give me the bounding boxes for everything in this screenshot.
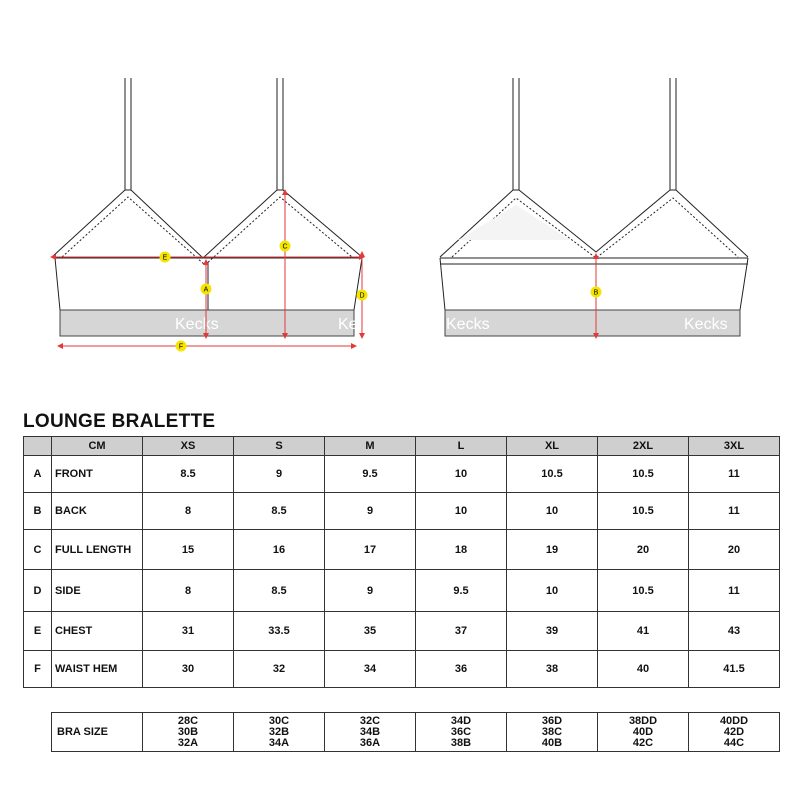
bra-size-value: 30B — [177, 725, 199, 738]
table-cell: 40 — [598, 651, 689, 688]
table-cell: 15 — [143, 530, 234, 570]
bra-size-value: 34A — [268, 736, 290, 749]
table-cell: 8 — [143, 493, 234, 530]
table-cell: 18 — [416, 530, 507, 570]
table-cell: 30 — [143, 651, 234, 688]
row-letter: B — [24, 493, 52, 530]
size-header-row — [24, 437, 780, 456]
table-cell: 32 — [234, 651, 325, 688]
row-measurement-name: BACK — [52, 493, 143, 530]
table-cell: 10.5 — [598, 570, 689, 612]
bra-size-value: 44C — [723, 736, 745, 749]
bra-size-value: 42C — [632, 736, 654, 749]
table-cell: 9 — [325, 493, 416, 530]
header-size: L — [416, 437, 507, 456]
table-cell: 11 — [689, 493, 780, 530]
header-size: 3XL — [689, 437, 780, 456]
size-chart-table — [23, 436, 780, 688]
table-cell: 41 — [598, 612, 689, 651]
table-row — [24, 651, 780, 688]
front-band-logo-2: Kecks — [338, 316, 382, 333]
table-cell: 10 — [507, 570, 598, 612]
table-cell: 10.5 — [598, 456, 689, 493]
bra-size-value: 28C — [177, 714, 199, 727]
header-size: XS — [143, 437, 234, 456]
table-cell: 9.5 — [416, 570, 507, 612]
table-cell: 33.5 — [234, 612, 325, 651]
bra-size-label: BRA SIZE — [52, 713, 143, 752]
bra-size-value: 32A — [177, 736, 199, 749]
table-cell: 41.5 — [689, 651, 780, 688]
bra-size-value: 34D — [450, 714, 472, 727]
table-row — [24, 530, 780, 570]
bra-size-value: 36A — [359, 736, 381, 749]
table-cell: 11 — [689, 570, 780, 612]
bra-size-value: 38C — [541, 725, 563, 738]
table-cell: 19 — [507, 530, 598, 570]
header-size: XL — [507, 437, 598, 456]
table-cell: 35 — [325, 612, 416, 651]
back-body — [440, 258, 748, 310]
bra-size-cell — [234, 713, 325, 752]
table-row — [24, 493, 780, 530]
back-right-strap — [670, 78, 676, 190]
bra-size-value: 32C — [359, 714, 381, 727]
bra-size-cell — [689, 713, 780, 752]
table-cell: 43 — [689, 612, 780, 651]
bra-size-value: 40DD — [719, 714, 749, 727]
table-cell: 10 — [507, 493, 598, 530]
table-row — [24, 570, 780, 612]
back-cups-fill — [458, 205, 570, 240]
front-left-strap — [125, 78, 131, 190]
svg-text:D: D — [359, 292, 365, 300]
header-unit: CM — [52, 437, 143, 456]
bra-size-value: 40B — [541, 736, 563, 749]
table-cell: 8 — [143, 570, 234, 612]
row-measurement-name: FULL LENGTH — [52, 530, 143, 570]
table-cell: 20 — [689, 530, 780, 570]
row-letter: D — [24, 570, 52, 612]
bra-size-value: 42D — [723, 725, 745, 738]
row-letter: A — [24, 456, 52, 493]
svg-text:C: C — [282, 243, 288, 251]
header-blank — [24, 437, 52, 456]
table-cell: 31 — [143, 612, 234, 651]
bra-size-cell — [325, 713, 416, 752]
bra-size-cell — [416, 713, 507, 752]
bra-size-value: 32B — [268, 725, 290, 738]
header-size: M — [325, 437, 416, 456]
front-band-logo: Kecks — [175, 316, 219, 333]
bra-size-cell — [143, 713, 234, 752]
bra-size-value: 34B — [359, 725, 381, 738]
bra-size-value: 38B — [450, 736, 472, 749]
header-size: S — [234, 437, 325, 456]
row-letter: F — [24, 651, 52, 688]
svg-text:B: B — [593, 289, 599, 297]
table-row — [24, 456, 780, 493]
back-left-strap — [513, 78, 519, 190]
back-band-logo-2: Kecks — [684, 316, 728, 333]
table-cell: 38 — [507, 651, 598, 688]
table-cell: 9 — [325, 570, 416, 612]
bra-size-cell — [507, 713, 598, 752]
table-cell: 10.5 — [598, 493, 689, 530]
row-letter: E — [24, 612, 52, 651]
back-view — [440, 78, 748, 310]
table-cell: 37 — [416, 612, 507, 651]
bra-size-value: 38DD — [628, 714, 658, 727]
table-cell: 8.5 — [234, 493, 325, 530]
front-right-strap — [277, 78, 283, 190]
table-cell: 9.5 — [325, 456, 416, 493]
row-letter: C — [24, 530, 52, 570]
table-cell: 39 — [507, 612, 598, 651]
table-cell: 8.5 — [143, 456, 234, 493]
table-cell: 10 — [416, 493, 507, 530]
table-cell: 11 — [689, 456, 780, 493]
table-cell: 16 — [234, 530, 325, 570]
row-measurement-name: WAIST HEM — [52, 651, 143, 688]
table-cell: 10.5 — [507, 456, 598, 493]
table-cell: 9 — [234, 456, 325, 493]
bra-size-row — [52, 713, 780, 752]
bra-size-value: 40D — [632, 725, 654, 738]
svg-text:E: E — [162, 254, 168, 262]
row-measurement-name: FRONT — [52, 456, 143, 493]
bra-size-value: 30C — [268, 714, 290, 727]
front-view — [52, 78, 365, 310]
table-row — [24, 612, 780, 651]
table-cell: 34 — [325, 651, 416, 688]
svg-text:F: F — [178, 343, 184, 351]
row-measurement-name: SIDE — [52, 570, 143, 612]
header-size: 2XL — [598, 437, 689, 456]
back-band-logo: Kecks — [446, 316, 490, 333]
bra-size-cell — [598, 713, 689, 752]
bra-size-value: 36C — [450, 725, 472, 738]
table-cell: 17 — [325, 530, 416, 570]
table-cell: 36 — [416, 651, 507, 688]
table-cell: 10 — [416, 456, 507, 493]
bra-size-value: 36D — [541, 714, 563, 727]
bra-size-table — [51, 712, 780, 752]
table-cell: 8.5 — [234, 570, 325, 612]
row-measurement-name: CHEST — [52, 612, 143, 651]
product-title: LOUNGE BRALETTE — [23, 411, 216, 432]
svg-text:A: A — [203, 286, 209, 294]
table-cell: 20 — [598, 530, 689, 570]
